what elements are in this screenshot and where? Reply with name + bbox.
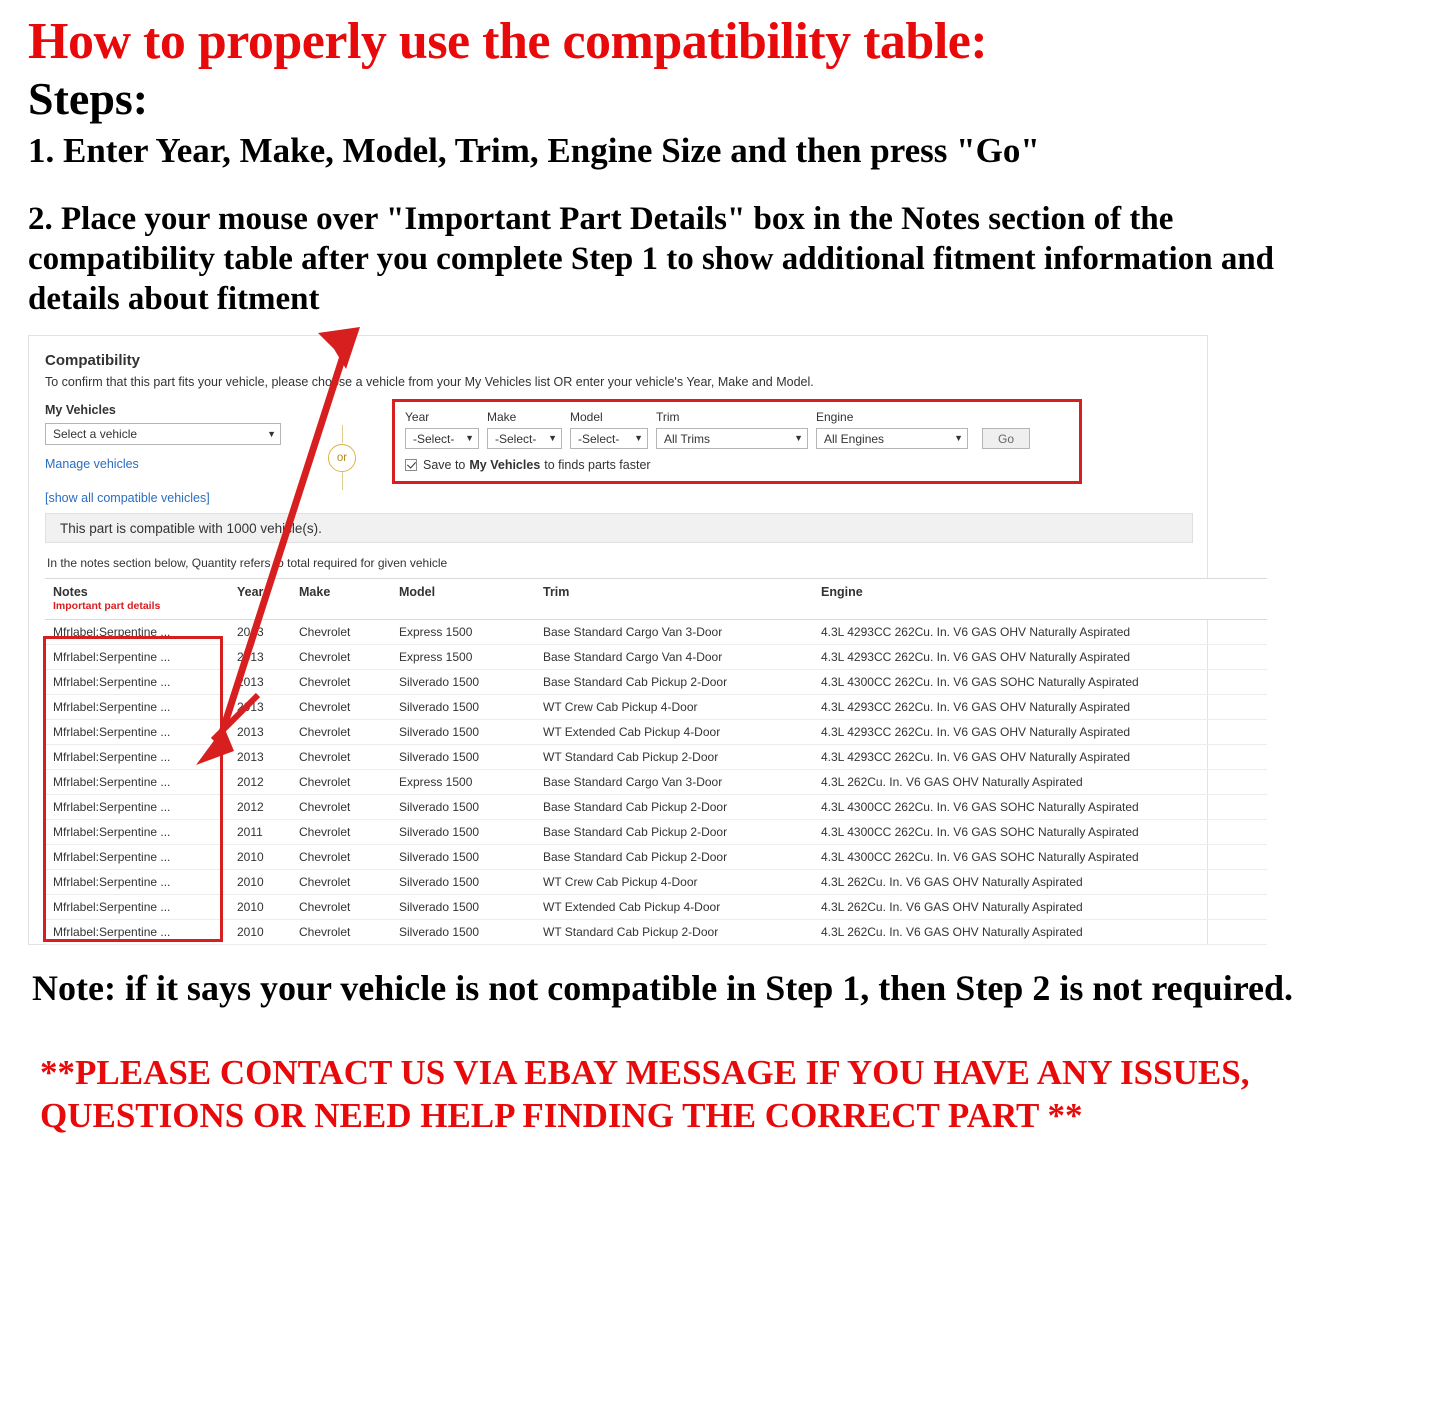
column-header-make: Make (291, 579, 391, 620)
chevron-down-icon: ▼ (465, 433, 474, 444)
cell-notes[interactable]: Mfrlabel:Serpentine ... (45, 870, 229, 895)
compatibility-subtitle: To confirm that this part fits your vehicle, please choose a vehicle from your My Vehicles list OR enter your vehicle's Year, Make and Model. (45, 375, 814, 390)
cell-engine: 4.3L 4300CC 262Cu. In. V6 GAS SOHC Naturally Aspirated (813, 820, 1267, 845)
cell-trim: Base Standard Cab Pickup 2-Door (535, 795, 813, 820)
year-label: Year (405, 410, 430, 425)
cell-year: 2013 (229, 695, 291, 720)
model-select[interactable] (570, 428, 648, 449)
trim-field (656, 410, 808, 449)
cell-year: 2010 (229, 845, 291, 870)
engine-field (816, 410, 968, 449)
table-header-row (45, 579, 1267, 620)
my-vehicles-label: My Vehicles (45, 403, 116, 418)
cell-make: Chevrolet (291, 920, 391, 945)
model-field (570, 410, 648, 449)
cell-model: Silverado 1500 (391, 820, 535, 845)
column-header-engine: Engine (813, 579, 1267, 620)
cell-trim: Base Standard Cab Pickup 2-Door (535, 670, 813, 695)
save-bold-label: My Vehicles (469, 458, 541, 473)
year-field (405, 410, 479, 449)
table-row (45, 670, 1267, 695)
save-prefix-label: Save to (423, 458, 466, 473)
cell-trim: Base Standard Cab Pickup 2-Door (535, 845, 813, 870)
column-header-model: Model (391, 579, 535, 620)
engine-label: Engine (816, 410, 854, 425)
cell-trim: WT Crew Cab Pickup 4-Door (535, 870, 813, 895)
cell-model: Silverado 1500 (391, 895, 535, 920)
cell-engine: 4.3L 262Cu. In. V6 GAS OHV Naturally Aspirated (813, 920, 1267, 945)
steps-label: Steps: (28, 73, 149, 125)
cell-make: Chevrolet (291, 845, 391, 870)
cell-make: Chevrolet (291, 870, 391, 895)
compatibility-panel (28, 335, 1208, 945)
cell-year: 2013 (229, 745, 291, 770)
make-select[interactable] (487, 428, 562, 449)
cell-engine: 4.3L 262Cu. In. V6 GAS OHV Naturally Aspirated (813, 895, 1267, 920)
cell-model: Silverado 1500 (391, 695, 535, 720)
cell-notes[interactable]: Mfrlabel:Serpentine ... (45, 720, 229, 745)
cell-year: 2013 (229, 645, 291, 670)
cell-year: 2013 (229, 620, 291, 645)
table-row (45, 645, 1267, 670)
compatibility-title: Compatibility (45, 352, 141, 370)
table-row (45, 720, 1267, 745)
cell-year: 2011 (229, 820, 291, 845)
table-row (45, 870, 1267, 895)
chevron-down-icon: ▼ (634, 433, 643, 444)
chevron-down-icon: ▼ (794, 433, 803, 444)
cell-trim: WT Extended Cab Pickup 4-Door (535, 895, 813, 920)
cell-model: Silverado 1500 (391, 870, 535, 895)
cell-make: Chevrolet (291, 695, 391, 720)
or-line-bottom (342, 472, 343, 490)
make-value: -Select- (495, 431, 537, 446)
cell-notes[interactable]: Mfrlabel:Serpentine ... (45, 820, 229, 845)
or-line-top (342, 425, 343, 443)
cell-trim: Base Standard Cab Pickup 2-Door (535, 820, 813, 845)
cell-make: Chevrolet (291, 745, 391, 770)
cell-make: Chevrolet (291, 895, 391, 920)
model-label: Model (570, 410, 603, 425)
cell-make: Chevrolet (291, 620, 391, 645)
cell-model: Silverado 1500 (391, 920, 535, 945)
cell-notes[interactable]: Mfrlabel:Serpentine ... (45, 770, 229, 795)
table-row (45, 820, 1267, 845)
table-row (45, 695, 1267, 720)
or-label: or (328, 444, 356, 472)
cell-notes[interactable]: Mfrlabel:Serpentine ... (45, 695, 229, 720)
table-row (45, 895, 1267, 920)
cell-engine: 4.3L 262Cu. In. V6 GAS OHV Naturally Aspirated (813, 870, 1267, 895)
cell-make: Chevrolet (291, 820, 391, 845)
column-header-year: Year (229, 579, 291, 620)
chevron-down-icon: ▼ (954, 433, 963, 444)
show-all-compatible-vehicles-link[interactable]: [show all compatible vehicles] (45, 491, 210, 506)
cell-engine: 4.3L 4293CC 262Cu. In. V6 GAS OHV Naturally Aspirated (813, 745, 1267, 770)
table-row (45, 620, 1267, 645)
compatibility-result-bar: This part is compatible with 1000 vehicle(s). (45, 513, 1193, 543)
cell-engine: 4.3L 4293CC 262Cu. In. V6 GAS OHV Naturally Aspirated (813, 720, 1267, 745)
cell-make: Chevrolet (291, 795, 391, 820)
save-checkbox[interactable] (405, 459, 417, 471)
notes-hint-text: In the notes section below, Quantity refers to total required for given vehicle (47, 556, 448, 571)
cell-year: 2010 (229, 895, 291, 920)
cell-year: 2013 (229, 720, 291, 745)
cell-make: Chevrolet (291, 720, 391, 745)
cell-trim: WT Crew Cab Pickup 4-Door (535, 695, 813, 720)
cell-engine: 4.3L 262Cu. In. V6 GAS OHV Naturally Aspirated (813, 770, 1267, 795)
cell-trim: WT Extended Cab Pickup 4-Door (535, 720, 813, 745)
table-row (45, 745, 1267, 770)
trim-value: All Trims (664, 431, 710, 446)
save-suffix-label: to finds parts faster (544, 458, 651, 473)
my-vehicles-group (45, 403, 281, 471)
cell-notes[interactable]: Mfrlabel:Serpentine ... (45, 795, 229, 820)
engine-select[interactable] (816, 428, 968, 449)
cell-model: Express 1500 (391, 645, 535, 670)
cell-year: 2012 (229, 795, 291, 820)
chevron-down-icon: ▼ (267, 428, 276, 439)
column-header-trim: Trim (535, 579, 813, 620)
cell-notes[interactable]: Mfrlabel:Serpentine ... (45, 620, 229, 645)
page-root (0, 14, 1445, 1407)
manage-vehicles-link[interactable]: Manage vehicles (45, 457, 139, 472)
page-title: How to properly use the compatibility table: (28, 13, 988, 70)
important-part-details-label: Important part details (53, 600, 161, 613)
cell-model: Silverado 1500 (391, 720, 535, 745)
step-2-text: 2. Place your mouse over "Important Part Details" box in the Notes section of the compatibility table after you complete Step 1 to show additional fitment information and details about fitment (28, 200, 1275, 318)
cell-model: Express 1500 (391, 770, 535, 795)
table-row (45, 795, 1267, 820)
cell-notes[interactable]: Mfrlabel:Serpentine ... (45, 745, 229, 770)
compatibility-screenshot (28, 335, 1424, 945)
cell-notes[interactable]: Mfrlabel:Serpentine ... (45, 920, 229, 945)
table-row (45, 770, 1267, 795)
cell-year: 2012 (229, 770, 291, 795)
compatibility-table (45, 578, 1267, 945)
cell-notes[interactable]: Mfrlabel:Serpentine ... (45, 670, 229, 695)
engine-value: All Engines (824, 431, 885, 446)
make-field (487, 410, 562, 449)
chevron-down-icon: ▼ (548, 433, 557, 444)
cell-engine: 4.3L 4293CC 262Cu. In. V6 GAS OHV Naturally Aspirated (813, 620, 1267, 645)
cell-model: Silverado 1500 (391, 795, 535, 820)
trim-label: Trim (656, 410, 680, 425)
my-vehicles-select[interactable] (45, 423, 281, 445)
cell-engine: 4.3L 4300CC 262Cu. In. V6 GAS SOHC Naturally Aspirated (813, 795, 1267, 820)
year-select[interactable] (405, 428, 479, 449)
year-value: -Select- (413, 431, 455, 446)
cell-make: Chevrolet (291, 770, 391, 795)
notes-header-label: Notes (53, 585, 88, 600)
cell-model: Silverado 1500 (391, 845, 535, 870)
cell-year: 2013 (229, 670, 291, 695)
go-button[interactable]: Go (982, 428, 1030, 449)
cell-trim: WT Standard Cab Pickup 2-Door (535, 745, 813, 770)
trim-select[interactable] (656, 428, 808, 449)
cell-model: Silverado 1500 (391, 670, 535, 695)
cell-notes[interactable]: Mfrlabel:Serpentine ... (45, 845, 229, 870)
vehicle-finder-box (392, 399, 1082, 484)
contact-text: **PLEASE CONTACT US VIA EBAY MESSAGE IF YOU HAVE ANY ISSUES, QUESTIONS OR NEED HELP FINDING THE CORRECT PART ** (40, 1052, 1250, 1136)
cell-trim: WT Standard Cab Pickup 2-Door (535, 920, 813, 945)
cell-year: 2010 (229, 870, 291, 895)
table-row (45, 920, 1267, 945)
cell-trim: Base Standard Cargo Van 3-Door (535, 770, 813, 795)
step-1-text: 1. Enter Year, Make, Model, Trim, Engine Size and then press "Go" (28, 131, 1040, 171)
cell-notes[interactable]: Mfrlabel:Serpentine ... (45, 645, 229, 670)
save-to-my-vehicles-row[interactable] (405, 458, 1069, 472)
cell-engine: 4.3L 4300CC 262Cu. In. V6 GAS SOHC Naturally Aspirated (813, 670, 1267, 695)
cell-notes[interactable]: Mfrlabel:Serpentine ... (45, 895, 229, 920)
cell-model: Express 1500 (391, 620, 535, 645)
cell-trim: Base Standard Cargo Van 3-Door (535, 620, 813, 645)
cell-year: 2010 (229, 920, 291, 945)
vehicle-chooser (45, 403, 1191, 489)
cell-engine: 4.3L 4300CC 262Cu. In. V6 GAS SOHC Naturally Aspirated (813, 845, 1267, 870)
cell-engine: 4.3L 4293CC 262Cu. In. V6 GAS OHV Naturally Aspirated (813, 695, 1267, 720)
cell-trim: Base Standard Cargo Van 4-Door (535, 645, 813, 670)
my-vehicles-value: Select a vehicle (53, 427, 138, 442)
cell-engine: 4.3L 4293CC 262Cu. In. V6 GAS OHV Naturally Aspirated (813, 645, 1267, 670)
model-value: -Select- (578, 431, 620, 446)
make-label: Make (487, 410, 517, 425)
finder-fields-row (405, 410, 1069, 449)
column-header-notes (45, 579, 229, 620)
cell-model: Silverado 1500 (391, 745, 535, 770)
cell-make: Chevrolet (291, 645, 391, 670)
note-text: Note: if it says your vehicle is not compatible in Step 1, then Step 2 is not required. (32, 968, 1294, 1009)
cell-make: Chevrolet (291, 670, 391, 695)
table-row (45, 845, 1267, 870)
or-separator (327, 425, 357, 490)
